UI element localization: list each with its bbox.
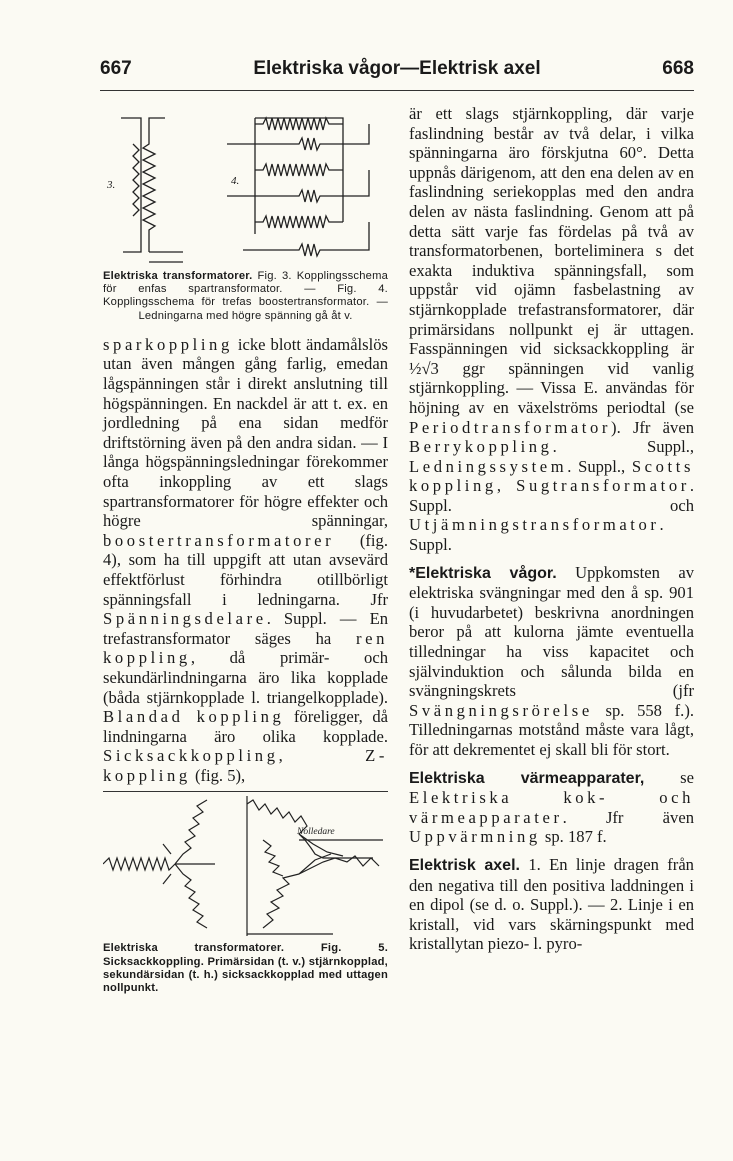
- figure-rule: [103, 791, 388, 792]
- text-run: sp. 558 f.). Tilledningarnas motstånd måste vara lågt, för att dekrementet ej skall bli för stort.: [409, 700, 694, 759]
- page-number-right: 668: [662, 58, 694, 79]
- ref-svangningsrorelse: Svängningsrörelse: [409, 700, 593, 720]
- text-run: Uppkomsten av elektriska svängningar med den å sp. 901 (i huvudarbetet) beskrivna anordningen beror på att kulorna jämte eventuella tilledningar ha viss kapacitet och självinduktion och sålunda bilda en svängningskrets (jfr: [409, 562, 694, 701]
- text-run: 1. En linje dragen från den negativa till den positiva laddningen i en dipol (se d. o. Suppl.). — 2. Linje i en kristall, vid vars skärningspunkt med kristallytan piezo- l. pyro-: [409, 854, 694, 954]
- figure-5: [103, 796, 388, 995]
- running-title: Elektriska vågor—Elektrisk axel: [253, 58, 541, 79]
- text-run: . Jfr även: [562, 807, 694, 827]
- text-run: . Suppl. — En trefastransformator säges ha: [103, 609, 388, 648]
- text-run: . Suppl.,: [567, 456, 632, 476]
- entry-elektriska-vagor: [409, 563, 694, 760]
- text-run: . Suppl.: [409, 515, 664, 555]
- text-run: . Suppl.,: [552, 437, 694, 457]
- headword-elektriska-varmeapparater: Elektriska värmeapparater,: [409, 769, 645, 787]
- text-run: icke blott ändamålslös utan även mången gång farlig, emedan lågspänningen står i direkt anslutning till högspänningen. En nackdel är att t. ex. en jordledning på ena sidan medför driftstörning även på den andra sidan. — I långa högspänningsledningar förekommer ofta inkoppling av ett slags spartransformatorer för högre effekter och högre spänningar,: [103, 334, 388, 531]
- text-run: ,: [496, 476, 517, 496]
- text-run: föreligger, då lindningarna äro olika kopplade.: [103, 707, 388, 746]
- left-column: [103, 104, 388, 995]
- caption-title: Elektriska transformatorer.: [103, 942, 285, 955]
- headword-elektriska-vagor: *Elektriska vågor.: [409, 564, 557, 582]
- ref-kok-och-varmeapparater: Elektriska kok- och värmeapparater: [409, 788, 694, 827]
- term-sicksackkoppling: Sicksackkoppling, Z-koppling: [103, 746, 388, 785]
- ref-berrykoppling: Berrykoppling: [409, 437, 553, 457]
- transformer-diagram-fig3-fig4: [103, 104, 388, 266]
- figure-5-caption: [103, 942, 388, 995]
- caption-title: Elektriska transformatorer.: [103, 270, 253, 282]
- figure-3-4: [103, 104, 388, 323]
- zigzag-diagram-fig5: [103, 796, 388, 936]
- text-run: är ett slags stjärnkoppling, där varje faslindning består av två delar, i vilka spänningarna äro förskjutna 60°. Detta uppnås därigenom, att den ena delen av en faslindning seriekopplas med den andra delen av nästa faslindning. Genom att på detta sätt varje fas fördelas på två av transformatorbenen, borteliminera s det exakta induktiva spänningsfall, som uppstår vid ojämn fasbelastning av stjärnkopplade trefastransformatorer, där primärsidans nollpunkt ej är uttagen. Fasspänningen vid sicksackkoppling är ½√3 ggr spänningen vid vanlig stjärnkoppling. — Vissa E. användas för höjning av en växelströms periodtal (se: [409, 104, 694, 417]
- fig4-label: 4.: [231, 175, 240, 187]
- text-run: , då primär- och sekundärlindningarna äro lika kopplade (båda stjärnkopplade l. triangelkopplade).: [103, 648, 388, 707]
- ref-ledningssystem: Ledningssystem: [409, 456, 568, 476]
- ref-sugtransformator: Sugtransformator: [516, 476, 690, 496]
- text-run: (fig. 5),: [190, 765, 246, 785]
- term-ren-koppling: ren koppling: [103, 628, 388, 668]
- ref-spanningsdelare: Spänningsdelare: [103, 609, 267, 629]
- term-blandad-koppling: Blandad koppling: [103, 707, 285, 727]
- caption-body: Fig. 3. Kopplingsschema för enfas spartransformator. — Fig. 4. Kopplingsschema för trefas boostertransformator. — Ledningarna med högre spänning gå åt v.: [103, 270, 389, 322]
- caption-body: Fig. 5. Sicksackkoppling. Primärsidan (t. v.) stjärnkopplad, sekundärsidan (t. h.) sicksackkopplad med uttagen nollpunkt.: [103, 942, 388, 995]
- text-run: . Suppl. och: [409, 476, 694, 515]
- term-boostertransformatorer: boostertransformatorer: [103, 530, 335, 550]
- text-run: (fig. 4), som ha till uppgift att utan avsevärd effektförlust förhindra otillbörligt spänningsfall i ledningarna. Jfr: [103, 530, 388, 609]
- term-sparkoppling: sparkoppling: [103, 334, 233, 354]
- ref-scotts-koppling: Scotts koppling: [409, 456, 694, 496]
- headword-elektrisk-axel: Elektrisk axel.: [409, 856, 520, 874]
- text-run: sp. 187 f.: [540, 827, 607, 847]
- ref-periodtransformator: Periodtransformator: [409, 417, 612, 437]
- ref-utjamningstransformator: Utjämningstransformator: [409, 515, 660, 535]
- fig3-label: 3.: [107, 179, 116, 191]
- page-number-left: 667: [100, 58, 132, 79]
- left-body-text: [103, 335, 388, 786]
- ref-uppvarmning: Uppvärmning: [409, 827, 541, 847]
- entry-elektriska-varmeapparater: [409, 768, 694, 847]
- entry-elektrisk-axel: [409, 855, 694, 954]
- text-run: se: [644, 767, 694, 787]
- page-header: [100, 58, 694, 86]
- figure-3-4-caption: [103, 270, 388, 323]
- text-run: ). Jfr även: [611, 417, 694, 437]
- header-rule: [100, 90, 694, 91]
- nolledare-label: Nolledare: [297, 827, 335, 838]
- right-body-text: [409, 104, 694, 555]
- right-column: [409, 104, 694, 954]
